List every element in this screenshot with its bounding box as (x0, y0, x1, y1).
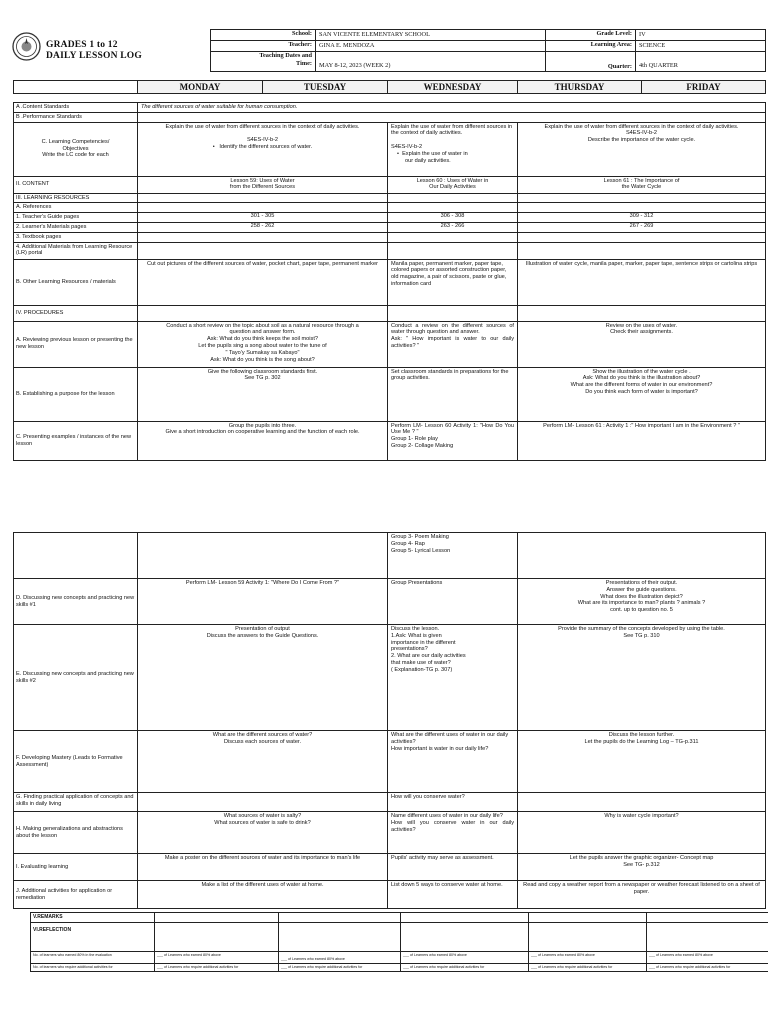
proc-j-wednesday: List down 5 ways to conserve water at home. (388, 881, 518, 909)
dates-value: MAY 8-12, 2023 (WEEK 2) (316, 52, 546, 72)
proc-c-monday: Group the pupils into three. Give a short introduction on cooperative learning and the function of each role. (138, 421, 388, 460)
proc-a-thursday: Review on the uses of water. Check their assignments. (518, 321, 766, 367)
label-content: II. CONTENT (14, 176, 138, 193)
tg-pages-monday: 301 - 305 (138, 213, 388, 223)
proc-i-wednesday: Pupils' activity may serve as assessment. (388, 854, 518, 881)
lm-pages-thursday: 267 - 269 (518, 222, 766, 232)
proc-d-wednesday: Group Presentations (388, 579, 518, 625)
proc-h-wednesday: Name different uses of water in our daily life? How will you conserve water in our daily activities? (388, 812, 518, 854)
deped-seal (12, 32, 41, 61)
proc-b-thursday: Show the illustration of the water cycle . Ask: What do you think is the illustration about? What are the different forms of water in our environment? Do you think each form of water is important? (518, 367, 766, 421)
grade-value: IV (636, 30, 766, 41)
dates-label: Teaching Dates and Time: (211, 52, 316, 72)
competency-monday: Explain the use of water from different sources in the context of daily activities. S4ES-IV-b-2 • Identify the different sources of water. (138, 122, 388, 176)
refl-require-wed: ___ of Learners who require additional activities for (401, 963, 529, 971)
refl-require-thu: ___ of Learners who require additional activities for (529, 963, 647, 971)
day-wednesday: WEDNESDAY (388, 81, 518, 94)
other-resources-wednesday: Manila paper, permanent marker, paper tape, colored papers or assorted construction paper, old magazine, a pair of scissors, paste or glue, information card (388, 259, 518, 305)
label-procedures: IV. PROCEDURES (14, 305, 138, 321)
label-proc-d: D. Discussing new concepts and practicing new skills #1 (14, 579, 138, 625)
log-title-line1: GRADES 1 to 12 (46, 40, 118, 50)
proc-f-monday: What are the different sources of water? Discuss each sources of water. (138, 731, 388, 793)
day-tuesday: TUESDAY (263, 81, 388, 94)
school-label: School: (211, 30, 316, 41)
label-refl-require: No. of learners who require additional activities for (31, 963, 155, 971)
label-teachers-guide: 1. Teacher's Guide pages (14, 213, 138, 223)
refl-earned-wed: ___ of Learners who earned 80% above (401, 951, 529, 963)
refl-earned-mon: ___ of Learners who earned 80% above (155, 951, 279, 963)
label-proc-a: A. Reviewing previous lesson or presenting the new lesson (14, 321, 138, 367)
label-refl-earned: No. of learners who earned 80% in the evaluation (31, 951, 155, 963)
lesson-log-table-page2 (13, 532, 766, 909)
proc-j-thursday: Read and copy a weather report from a newspaper or weather forecast listened to on a sheet of paper. (518, 881, 766, 909)
refl-require-tue: ___ of Learners who require additional activities for (279, 963, 401, 971)
other-resources-monday: Cut out pictures of the different sources of water, pocket chart, paper tape, permanent marker (138, 259, 388, 305)
tg-pages-wednesday: 306 - 308 (388, 213, 518, 223)
proc-h-monday: What sources of water is salty? What sources of water is safe to drink? (138, 812, 388, 854)
proc-h-thursday: Why is water cycle important? (518, 812, 766, 854)
proc-f-wednesday: What are the different uses of water in our daily activities? How important is water in our daily life? (388, 731, 518, 793)
proc-c-thursday: Perform LM- Lesson 61 : Activity 1 :" How important I am in the Environment ? " (518, 421, 766, 460)
refl-require-mon: ___ of Learners who require additional activities for (155, 963, 279, 971)
header-info-table (210, 29, 766, 72)
proc-b-monday: Give the following classroom standards first. See TG p. 302 (138, 367, 388, 421)
other-resources-thursday: Illustration of water cycle, manila paper, marker, paper tape, sentence strips or cartolina strips (518, 259, 766, 305)
proc-d-monday: Perform LM- Lesson 59 Activity 1: "Where Do I Come From ?" (138, 579, 388, 625)
label-proc-g: G. Finding practical application of concepts and skills in daily living (14, 793, 138, 812)
competency-wednesday: Explain the use of water from different sources in the context of daily activities. S4ES-IV-b-2 • Explain the use of water in our daily activities. (388, 122, 518, 176)
label-proc-b: B. Establishing a purpose for the lesson (14, 367, 138, 421)
day-friday: FRIDAY (642, 81, 766, 94)
label-proc-h: H. Making generalizations and abstractions about the lesson (14, 812, 138, 854)
label-proc-e: E. Discussing new concepts and practicing new skills #2 (14, 625, 138, 731)
content-standard-text: The different sources of water suitable for human consumption. (138, 103, 766, 113)
lesson-log-table-page1 (13, 80, 766, 461)
label-performance-standards: B .Performance Standards (14, 112, 138, 122)
quarter-value: 4th QUARTER (636, 52, 766, 72)
label-proc-c: C. Presenting examples / instances of the new lesson (14, 421, 138, 460)
tg-pages-thursday: 309 - 312 (518, 213, 766, 223)
label-learners-materials: 2. Learner's Materials pages (14, 222, 138, 232)
proc-d-thursday: Presentations of their output. Answer the guide questions. What does the illustration depict? What are its importance to man? plants ? animals ? cont. up to question no. 5 (518, 579, 766, 625)
proc-j-monday: Make a list of the different uses of water at home. (138, 881, 388, 909)
teacher-label: Teacher: (211, 41, 316, 52)
label-textbook: 3. Textbook pages (14, 232, 138, 242)
proc-a-wednesday: Conduct a review on the different sources of water through question and answer. Ask: " How important is water to our daily activities? " (388, 321, 518, 367)
area-value: SCIENCE (636, 41, 766, 52)
proc-i-thursday: Let the pupils answer the graphic organizer- Concept map See TG- p.312 (518, 854, 766, 881)
proc-f-thursday: Discuss the lesson further. Let the pupils do the Learning Log – TG-p.311 (518, 731, 766, 793)
proc-i-monday: Make a poster on the different sources of water and its importance to man's life (138, 854, 388, 881)
label-proc-j: J. Additional activities for application or remediation (14, 881, 138, 909)
label-content-standards: A .Content Standards (14, 103, 138, 113)
label-other-resources: B. Other Learning Resources / materials (14, 259, 138, 305)
proc-c-wednesday: Perform LM- Lesson 60 Activity 1: "How Do You Use Me ? " Group 1- Role play Group 2- Collage Making (388, 421, 518, 460)
content-wednesday: Lesson 60 : Uses of Water in Our Daily Activities (388, 176, 518, 193)
proc-c-wednesday-cont: Group 3- Poem Making Group 4- Rap Group 5- Lyrical Lesson (388, 533, 518, 579)
proc-a-monday: Conduct a short review on the topic about soil as a natural resource through a question and answer form. Ask: What do you think keeps the soil moist? Let the pupils sing a song about water to the tune of " Tayo'y Sumakay sa Kabayo" Ask: What do you think is the song about? (138, 321, 388, 367)
label-proc-f: F. Developing Mastery (Leads to Formative Assessment) (14, 731, 138, 793)
day-thursday: THURSDAY (518, 81, 642, 94)
area-label: Learning Area: (546, 41, 636, 52)
proc-e-monday: Presentation of output Discuss the answers to the Guide Questions. (138, 625, 388, 731)
competency-thursday: Explain the use of water from different sources in the context of daily activities. S4ES-IV-b-2 Describe the importance of the water cycle. (518, 122, 766, 176)
proc-e-thursday: Provide the summary of the concepts developed by using the table. See TG p. 310 (518, 625, 766, 731)
proc-g-wednesday: How will you conserve water? (388, 793, 518, 812)
proc-b-wednesday: Set classroom standards in preparations for the group activities. (388, 367, 518, 421)
refl-earned-thu: ___ of Learners who earned 80% above (529, 951, 647, 963)
quarter-label: Quarter: (546, 52, 636, 72)
proc-e-wednesday: Discuss the lesson. 1.Ask: What is given importance in the different presentations? 2. What are our daily activities that make use of water? ( Explanation-TG p. 307) (388, 625, 518, 731)
label-reflection: VI.REFLECTION (31, 922, 155, 951)
label-competencies: C. Learning Competencies/ Objectives Write the LC code for each (14, 122, 138, 176)
school-value: SAN VICENTE ELEMENTARY SCHOOL (316, 30, 546, 41)
label-remarks: V.REMARKS (31, 913, 155, 923)
label-references: A. References (14, 203, 138, 213)
content-monday: Lesson 59: Uses of Water from the Different Sources (138, 176, 388, 193)
teacher-value: GINA E. MENDOZA (316, 41, 546, 52)
label-learning-resources: III. LEARNING RESOURCES (14, 193, 138, 203)
lm-pages-wednesday: 263 - 266 (388, 222, 518, 232)
refl-earned-tue: ___ of Learners who earned 80% above (279, 951, 401, 963)
refl-earned-fri: ___ of Learners who earned 80% above (647, 951, 768, 963)
reflection-table (30, 912, 768, 972)
refl-require-fri: ___ of Learners who require additional activities for (647, 963, 768, 971)
log-title-line2: DAILY LESSON LOG (46, 51, 142, 61)
content-thursday: Lesson 61 : The Importance of the Water Cycle (518, 176, 766, 193)
label-lr-portal: 4. Additional Materials from Learning Resource (LR) portal (14, 242, 138, 259)
label-proc-i: I. Evaluating learning (14, 854, 138, 881)
grade-label: Grade Level: (546, 30, 636, 41)
day-monday: MONDAY (138, 81, 263, 94)
lm-pages-monday: 258 - 262 (138, 222, 388, 232)
